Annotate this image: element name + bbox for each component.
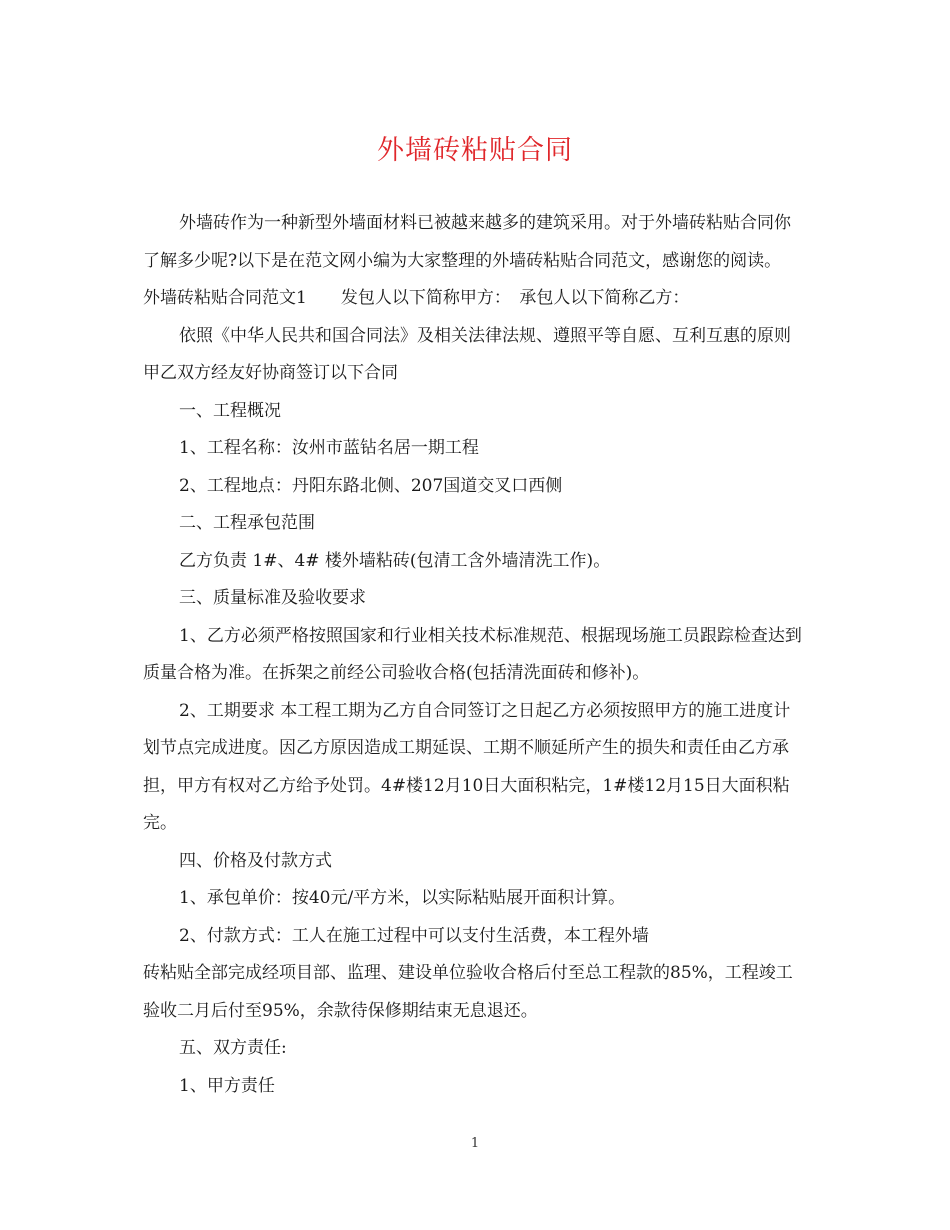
section-heading-quality: 三、质量标准及验收要求: [179, 588, 366, 608]
paragraph-party-a-responsibility: 1、甲方责任: [179, 1075, 275, 1096]
paragraph-unit-price: 1、承包单价：按40元/平方米，以实际粘贴展开面积计算。: [179, 888, 626, 908]
page-number: 1: [470, 1136, 480, 1151]
paragraph-sample-heading: 外墙砖粘贴合同范文1 发包人以下简称甲方： 承包人以下简称乙方：: [143, 288, 690, 308]
section-heading-responsibilities: 五、双方责任:: [179, 1038, 287, 1058]
paragraph-preamble: 依照《中华人民共和国合同法》及相关法律法规、遵照平等自愿、互利互惠的原则甲乙双方经友好协商签订以下合同: [143, 325, 791, 383]
section-heading-scope: 二、工程承包范围: [179, 513, 315, 533]
paragraph-project-location: 2、工程地点：丹阳东路北侧、207国道交叉口西侧: [179, 475, 563, 496]
paragraph-quality-standard: 1、乙方必须严格按照国家和行业相关技术标准规范、根据现场施工员跟踪检查达到质量合格为准。在拆架之前经公司验收合格(包括清洗面砖和修补)。: [143, 625, 802, 683]
document-body: [143, 205, 807, 1105]
section-heading-price: 四、价格及付款方式: [179, 850, 332, 871]
paragraph-project-name: 1、工程名称：汝州市蓝钻名居一期工程: [179, 438, 479, 458]
paragraph-intro: 外墙砖作为一种新型外墙面材料已被越来越多的建筑采用。对于外墙砖粘贴合同你了解多少呢?以下是在范文网小编为大家整理的外墙砖粘贴合同范文，感谢您的阅读。: [143, 213, 791, 271]
section-heading-overview: 一、工程概况: [179, 400, 281, 421]
paragraph-payment-terms: 砖粘贴全部完成经项目部、监理、建设单位验收合格后付至总工程款的85%，工程竣工验收二月后付至95%，余款待保修期结束无息退还。: [143, 963, 793, 1021]
paragraph-schedule: 2、工期要求 本工程工期为乙方自合同签订之日起乙方必须按照甲方的施工进度计划节点完成进度。因乙方原因造成工期延误、工期不顺延所产生的损失和责任由乙方承担，甲方有权对乙方给予处罚。4#楼12月10日大面积粘完，1#楼12月15日大面积粘完。: [143, 700, 791, 833]
paragraph-scope: 乙方负责 1#、4# 楼外墙粘砖(包清工含外墙清洗工作)。: [179, 550, 611, 571]
document-title: 外墙砖粘贴合同: [377, 135, 573, 166]
paragraph-payment-method: 2、付款方式：工人在施工过程中可以支付生活费，本工程外墙: [179, 925, 649, 946]
